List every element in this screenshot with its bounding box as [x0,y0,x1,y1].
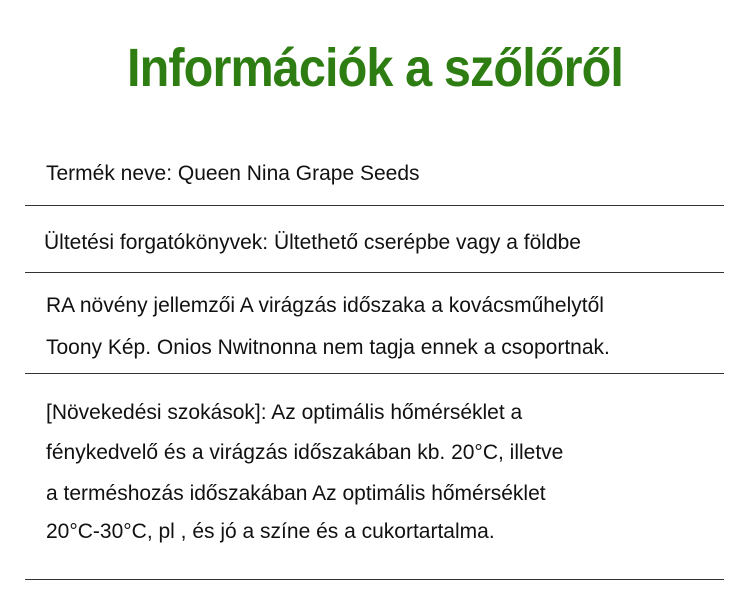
row-divider [25,373,724,374]
growth-habits-line-4: 20°C-30°C, pl , és jó a színe és a cukortartalma. [46,520,495,543]
growth-habits-line-2: fénykedvelő és a virágzás időszakában kb. 20°C, illetve [46,441,564,464]
characteristics-line-2: Toony Kép. Onios Nwitnonna nem tagja ennek a csoportnak. [46,336,610,359]
growth-habits-line-1: [Növekedési szokások]: Az optimális hőmérséklet a [46,401,523,424]
product-name-text: Termék neve: Queen Nina Grape Seeds [46,162,420,185]
row-divider [25,579,724,580]
growth-habits-line-3: a terméshozás időszakában Az optimális hőmérséklet [46,482,546,505]
row-divider [25,205,724,206]
row-divider [25,272,724,273]
planting-text: Ültetési forgatókönyvek: Ültethető cserépbe vagy a földbe [44,231,581,254]
characteristics-line-1: RA növény jellemzői A virágzás időszaka a kovácsműhelytől [46,294,604,317]
page-title: Információk a szőlőről [126,38,624,98]
